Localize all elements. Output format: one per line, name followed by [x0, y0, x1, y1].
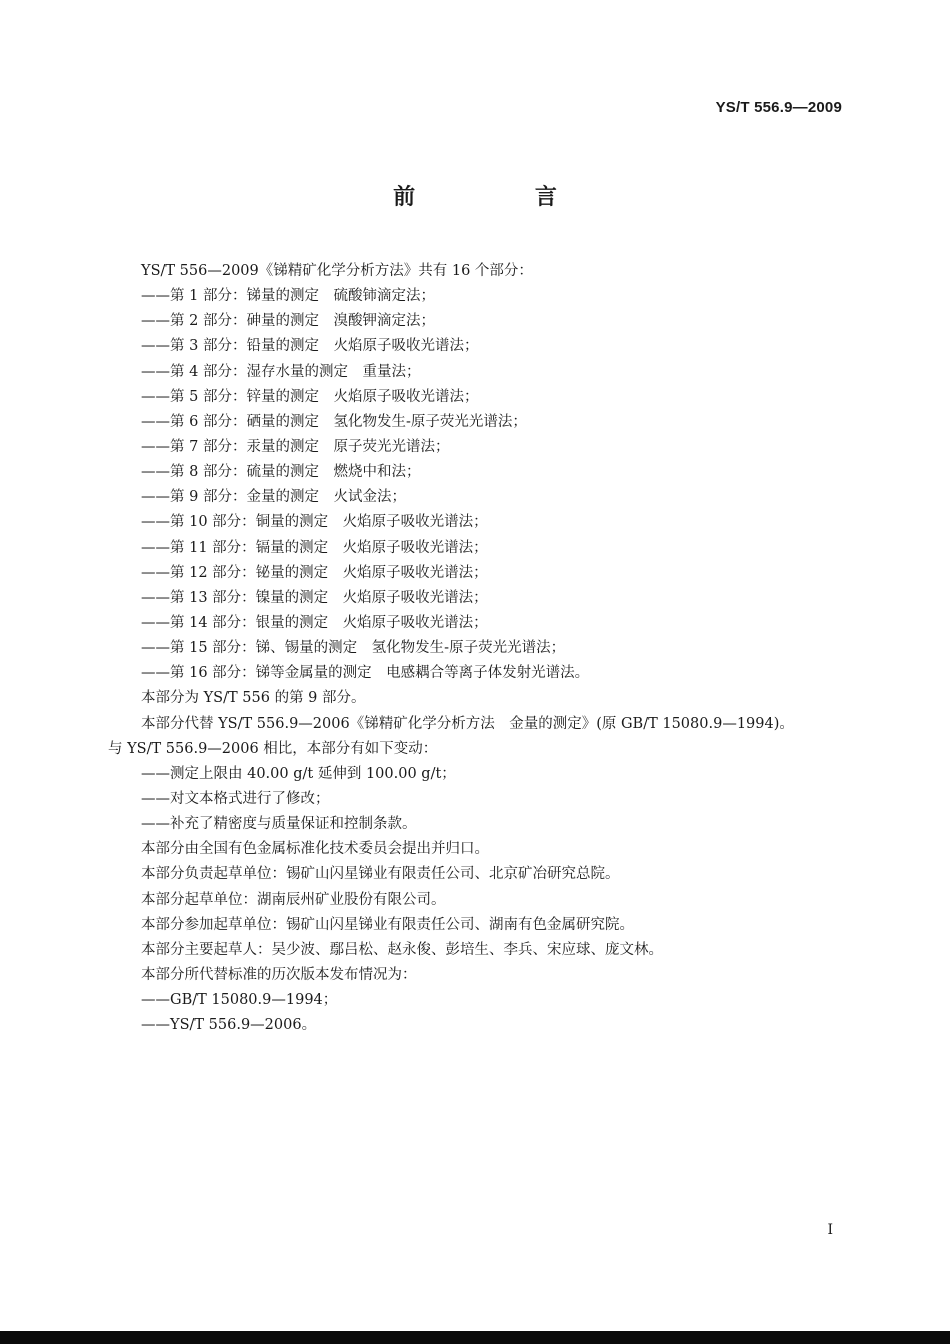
paragraph: 本部分负责起草单位：锡矿山闪星锑业有限责任公司、北京矿冶研究总院。	[141, 866, 620, 883]
page-number: I	[827, 1222, 833, 1238]
list-item: ——对文本格式进行了修改；	[141, 790, 330, 807]
list-item: ——第 3 部分：铅量的测定 火焰原子吸收光谱法；	[141, 338, 479, 355]
paragraph: 本部分所代替标准的历次版本发布情况为：	[141, 966, 417, 983]
list-item: ——第 12 部分：铋量的测定 火焰原子吸收光谱法；	[141, 564, 488, 581]
list-item: ——第 5 部分：锌量的测定 火焰原子吸收光谱法；	[141, 388, 479, 405]
paragraph: 本部分为 YS/T 556 的第 9 部分。	[141, 690, 366, 707]
standard-code: YS/T 556.9—2009	[715, 99, 842, 116]
paragraph: 本部分起草单位：湖南辰州矿业股份有限公司。	[141, 891, 446, 908]
list-item: ——第 16 部分：锑等金属量的测定 电感耦合等离子体发射光谱法。	[141, 665, 590, 682]
list-item: ——第 11 部分：镉量的测定 火焰原子吸收光谱法；	[141, 539, 488, 556]
list-item: ——第 2 部分：砷量的测定 溴酸钾滴定法；	[141, 313, 435, 330]
list-item: ——第 8 部分：硫量的测定 燃烧中和法；	[141, 464, 421, 481]
list-item: ——第 6 部分：硒量的测定 氢化物发生-原子荧光光谱法；	[141, 413, 527, 430]
paragraph: 本部分代替 YS/T 556.9—2006《锑精矿化学分析方法 金量的测定》(原 GB/T 15080.9—1994)。	[141, 715, 794, 732]
page-title: 前 言	[393, 185, 613, 210]
paragraph: YS/T 556—2009《锑精矿化学分析方法》共有 16 个部分：	[141, 263, 533, 279]
paragraph: 与 YS/T 556.9—2006 相比，本部分有如下变动：	[108, 740, 438, 757]
list-item: ——测定上限由 40.00 g/t 延伸到 100.00 g/t；	[141, 765, 456, 782]
list-item: ——第 10 部分：铜量的测定 火焰原子吸收光谱法；	[141, 514, 488, 531]
list-item: ——第 7 部分：汞量的测定 原子荧光光谱法；	[141, 438, 450, 455]
bottom-border	[0, 1331, 950, 1344]
list-item: ——第 4 部分：湿存水量的测定 重量法；	[141, 363, 421, 380]
list-item: ——补充了精密度与质量保证和控制条款。	[141, 816, 417, 833]
list-item: ——GB/T 15080.9—1994；	[141, 992, 338, 1009]
paragraph: 本部分主要起草人：吴少波、鄢吕松、赵永俊、彭培生、李兵、宋应球、庞文林。	[141, 941, 663, 958]
list-item: ——第 1 部分：锑量的测定 硫酸铈滴定法；	[141, 288, 435, 305]
preface-body	[108, 259, 850, 1038]
list-item: ——第 15 部分：锑、锡量的测定 氢化物发生-原子荧光光谱法；	[141, 640, 566, 657]
paragraph: 本部分由全国有色金属标准化技术委员会提出并归口。	[141, 841, 489, 858]
list-item: ——第 14 部分：银量的测定 火焰原子吸收光谱法；	[141, 614, 488, 631]
paragraph: 本部分参加起草单位：锡矿山闪星锑业有限责任公司、湖南有色金属研究院。	[141, 916, 634, 933]
list-item: ——YS/T 556.9—2006。	[141, 1017, 317, 1034]
list-item: ——第 13 部分：镍量的测定 火焰原子吸收光谱法；	[141, 589, 488, 606]
list-item: ——第 9 部分：金量的测定 火试金法；	[141, 489, 406, 506]
